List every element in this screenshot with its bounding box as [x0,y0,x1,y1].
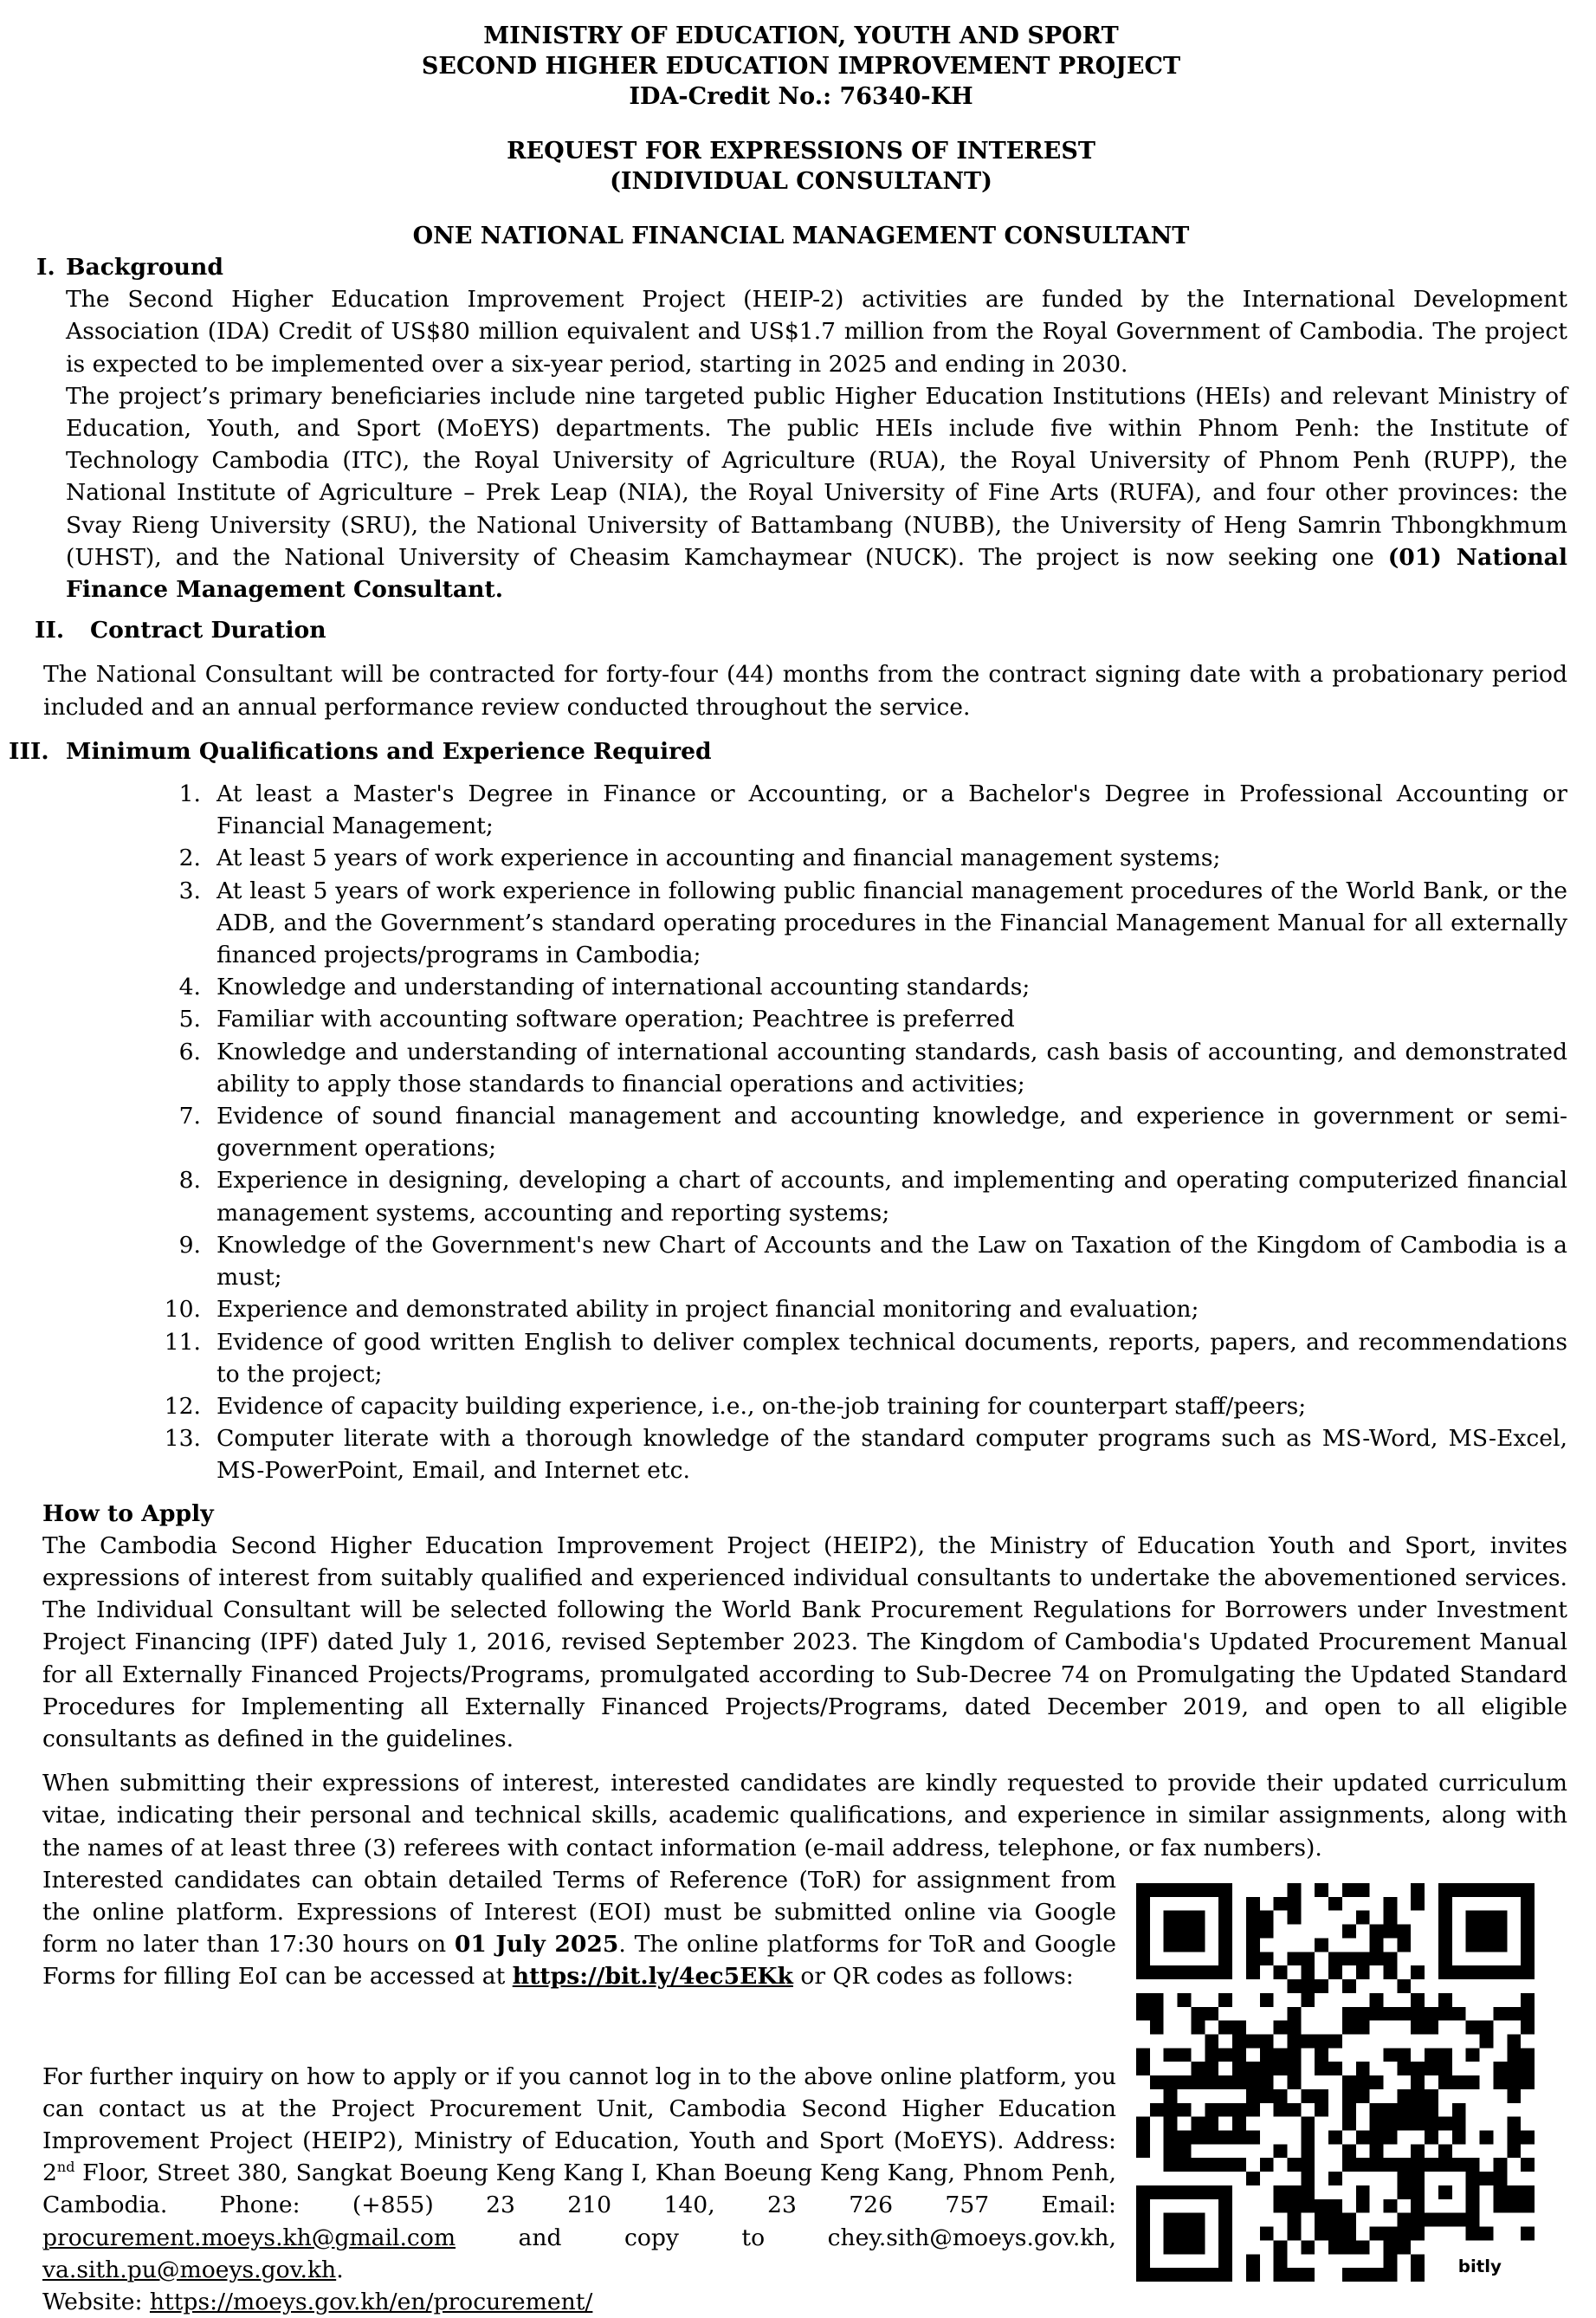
qualification-item [35,1100,1567,1164]
how-to-apply-heading: How to Apply [42,1499,214,1527]
qualification-number: 12. [164,1392,201,1420]
qualification-text: Evidence of capacity building experience, i.e., on-the-job training for counterpart staff/peers; [216,1392,1307,1420]
tor-text-3: or QR codes as follows: [792,1963,1074,1991]
procurement-email-link[interactable]: procurement.moeys.kh@gmail.com [42,2224,456,2251]
qualification-text: Knowledge and understanding of international accounting standards; [216,974,1031,1001]
qualification-number: 2. [178,845,201,872]
section-title: Background [66,254,223,281]
rfe-title-line1: REQUEST FOR EXPRESSIONS OF INTEREST [507,138,1095,165]
ministry-name: MINISTRY OF EDUCATION, YOUTH AND SPORT [483,23,1119,49]
qualification-item [35,1036,1567,1100]
contact-text-3: and copy to chey.sith@moeys.gov.kh, [456,2224,1116,2251]
section-number: III. [9,737,49,765]
bitly-logo: bitly [1457,2256,1502,2276]
background-paragraph-1: The Second Higher Education Improvement Project (HEIP-2) activities are funded by the International Development Association (IDA) Credit of US$80 million equivalent and US$1.7 million from the Royal Government of Cambodia. The project is expected to be implemented over a six-year period, starting in 2025 and ending in 2030. [66,286,1567,378]
rfe-title [35,136,1567,197]
qualification-number: 1. [178,780,201,808]
section-title: Minimum Qualifications and Experience Required [66,737,712,765]
credit-number: IDA-Credit No.: 76340-KH [629,83,973,110]
apply-paragraph-2: When submitting their expressions of interest, interested candidates are kindly requested to provide their updated curriculum vitae, indicating their personal and technical skills, academic qualifications, and experience in similar assignments, along with the names of at least three (3) referees with contact information (e-mail address, telephone, or fax numbers). [42,1770,1567,1862]
contact-text-2: Floor, Street 380, Sangkat Boeung Keng Kang I, Khan Boeung Keng Kang, Phnom Penh, Cambodia. Phone: (+855) 23 210 140, 23 726 757 Email: [42,2159,1116,2219]
apply-paragraph-4 [42,2061,1116,2286]
qualification-item [35,1326,1567,1390]
qualification-number: 4. [178,974,201,1001]
contact-text-4: . [336,2256,344,2283]
section-number: II. [35,617,65,644]
qualification-number: 7. [178,1103,201,1130]
website-label: Website: [42,2288,150,2315]
duration-paragraph: The National Consultant will be contracted for forty-four (44) months from the contract signing date with a probationary period included and an annual performance review conducted throughout the service. [43,661,1567,721]
section-background-heading [35,251,1567,283]
qualification-item [35,778,1567,842]
qualification-item [35,1390,1567,1422]
qualification-text: Experience in designing, developing a chart of accounts, and implementing and operating computerized financial management systems, accounting and reporting systems; [216,1167,1567,1227]
qualification-item [35,875,1567,972]
ordinal-suffix: nd [56,2159,75,2176]
tor-text: Interested candidates can obtain detailed Terms of Reference (ToR) for assignment from the online platform. Expressions of Interest (EOI) must be submitted online via Google form no later than 17:30 hours on [42,1866,1116,1959]
qualification-item [35,842,1567,874]
tor-text-2: . The online platforms for ToR and Google Forms for filling EoI can be accessed at [42,1931,1117,1991]
qualification-text: Evidence of sound financial management and accounting knowledge, and experience in government or semi-government operations; [216,1103,1567,1162]
qualification-item [35,1003,1567,1035]
tor-short-link[interactable]: https://bit.ly/4ec5EKk [512,1963,793,1991]
qr-code[interactable] [1136,1883,1535,2282]
section-duration-heading [35,614,1567,646]
project-name: SECOND HIGHER EDUCATION IMPROVEMENT PROJECT [421,53,1181,80]
document [9,21,1567,2318]
ministry-header [35,21,1567,112]
apply-paragraph-3 [42,1864,1116,1993]
qualification-text: Knowledge of the Government's new Chart of Accounts and the Law on Taxation of the Kingdom of Cambodia is a must; [216,1231,1567,1292]
background-paragraph-2 [35,380,1567,605]
apply-contact-block [35,1864,1567,2318]
qualifications-list [35,778,1567,1486]
background-text: The project’s primary beneficiaries include nine targeted public Higher Education Institutions (HEIs) and relevant Ministry of Education, Youth, and Sport (MoEYS) departments. The public HEIs include five within Phnom Penh: the Institute of Technology Cambodia (ITC), the Royal University of Agriculture (RUA), the Royal University of Phnom Penh (RUPP), the National Institute of Agriculture – Prek Leap (NIA), the Royal University of Fine Arts (RUFA), and four other provinces: the Svay Rieng University (SRU), the National University of Battambang (NUBB), the University of Heng Samrin Thbongkhmum (UHST), and the National University of Cheasim Kamchaymear (NUCK). The project is now seeking one [66,382,1567,571]
contact-text: For further inquiry on how to apply or if you cannot log in to the above online platform, you can contact us at the Project Procurement Unit, Cambodia Second Higher Education Improvement Project (HEIP2), Ministry of Education, Youth and Sport (MoEYS). Address: 2 [42,2062,1116,2187]
position-title: ONE NATIONAL FINANCIAL MANAGEMENT CONSULTANT [412,223,1190,249]
website-line [42,2286,1116,2318]
section-title: Contract Duration [90,617,326,644]
qualification-text: Evidence of good written English to deliver complex technical documents, reports, papers, and recommendations to the project; [216,1328,1567,1388]
qualification-text: At least a Master's Degree in Finance or Accounting, or a Bachelor's Degree in Professional Accounting or Financial Management; [216,780,1567,840]
qualification-number: 9. [178,1231,201,1259]
qualification-item [35,971,1567,1003]
qualification-item [35,1293,1567,1325]
section-qualifications-heading [9,735,1567,767]
qualification-text: At least 5 years of work experience in accounting and financial management systems; [216,845,1221,872]
apply-paragraph-1: The Cambodia Second Higher Education Improvement Project (HEIP2), the Ministry of Education Youth and Sport, invites expressions of interest from suitably qualified and experienced individual consultants to undertake the abovementioned services. The Individual Consultant will be selected following the World Bank Procurement Regulations for Borrowers under Investment Project Financing (IPF) dated July 1, 2016, revised September 2023. The Kingdom of Cambodia's Updated Procurement Manual for all Externally Financed Projects/Programs, promulgated according to Sub-Decree 74 on Promulgating the Updated Standard Procedures for Implementing all Externally Financed Projects/Programs, dated December 2019, and open to all eligible consultants as defined in the guidelines. [42,1531,1567,1752]
qualification-number: 13. [164,1425,201,1453]
qualification-number: 11. [164,1328,201,1356]
section-number: I. [36,254,55,281]
rfe-title-line2: (INDIVIDUAL CONSULTANT) [610,168,992,195]
qualification-item [35,1422,1567,1486]
deadline-date: 01 July 2025 [454,1931,619,1959]
qualification-text: At least 5 years of work experience in following public financial management procedures of the World Bank, or the ADB, and the Government’s standard operating procedures in the Financial Management Manual for all externally financed projects/programs in Cambodia; [216,877,1567,969]
website-link[interactable]: https://moeys.gov.kh/en/procurement/ [149,2288,593,2315]
qualification-text: Familiar with accounting software operation; Peachtree is preferred [216,1006,1015,1033]
qualification-number: 10. [164,1296,201,1324]
qualification-text: Knowledge and understanding of international accounting standards, cash basis of accounting, and demonstrated ability to apply those standards to financial operations and activities; [216,1038,1567,1097]
copy-email-link[interactable]: va.sith.pu@moeys.gov.kh [42,2256,337,2283]
qualification-text: Experience and demonstrated ability in project financial monitoring and evaluation; [216,1296,1199,1324]
qualification-number: 8. [178,1167,201,1195]
qualification-number: 6. [178,1038,201,1065]
qualification-text: Computer literate with a thorough knowledge of the standard computer programs such as MS-Word, MS-Excel, MS-PowerPoint, Email, and Internet etc. [216,1425,1567,1485]
position-emphasis: (01) National Finance Management Consultant. [66,543,1567,604]
qualification-item [35,1229,1567,1293]
qualification-number: 3. [178,877,201,904]
qualification-number: 5. [178,1006,201,1033]
qualification-item [35,1164,1567,1228]
